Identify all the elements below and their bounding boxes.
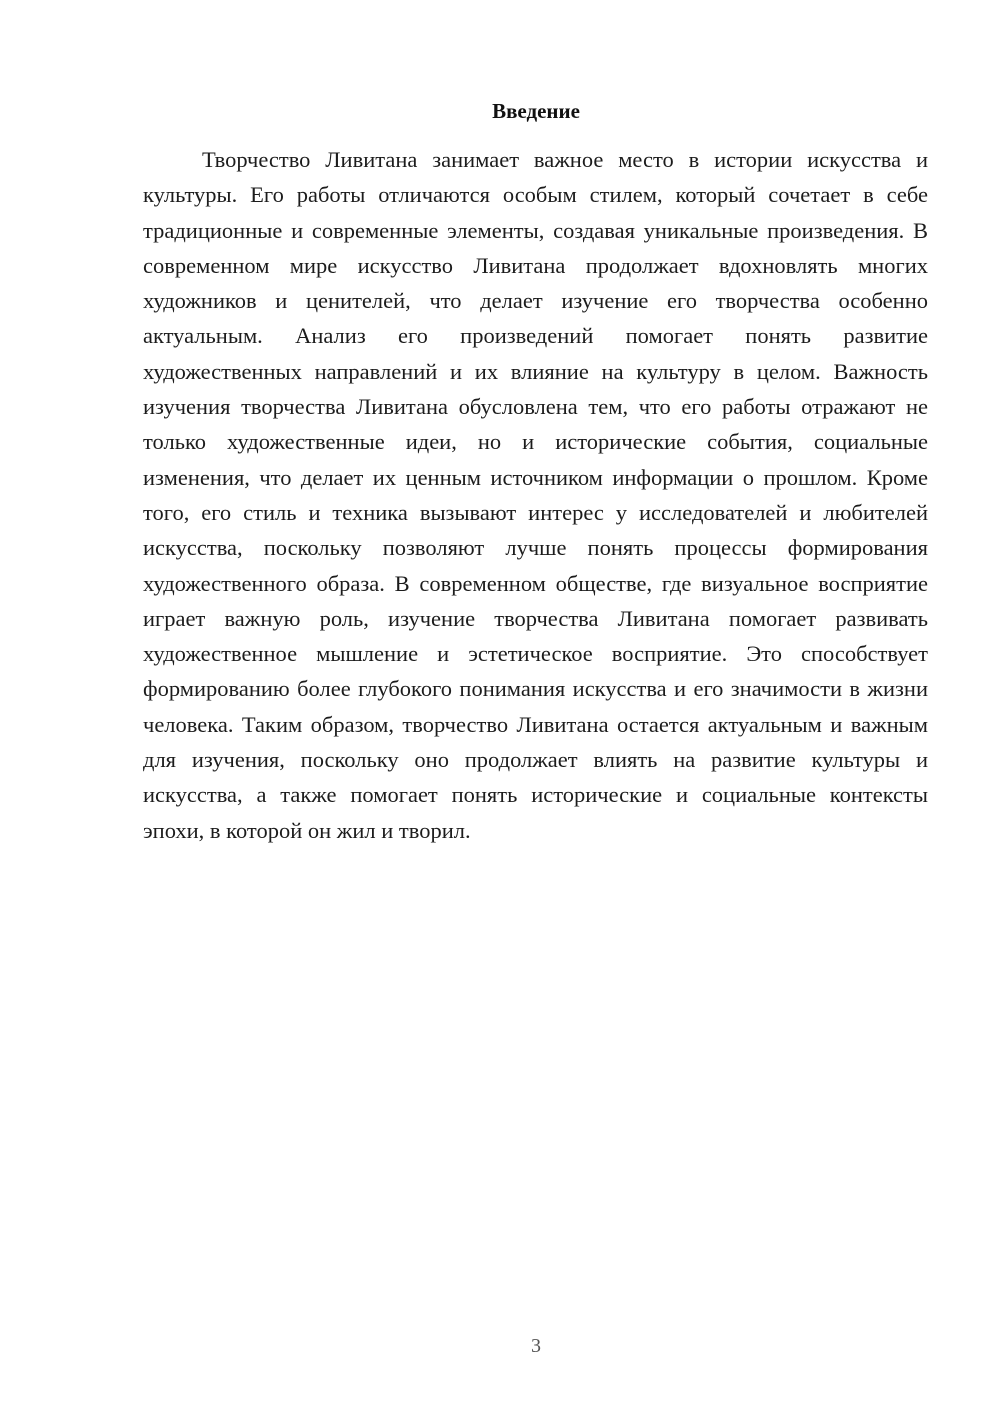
body-paragraph: Творчество Ливитана занимает важное место в истории искусства и культуры. Его работы отличаются особым стилем, который сочетает в себе традиционные и современные элементы, создавая уникальные произведения. В современном мире искусство Ливитана продолжает вдохновлять многих художников и ценителей, что делает изучение его творчества особенно актуальным. Анализ его произведений помогает понять развитие художественных направлений и их влияние на культуру в целом. Важность изучения творчества Ливитана обусловлена тем, что его работы отражают не только художественные идеи, но и исторические события, социальные изменения, что делает их ценным источником информации о прошлом. Кроме того, его стиль и техника вызывают интерес у исследователей и любителей искусства, поскольку позволяют лучше понять процессы формирования художественного образа. В современном обществе, где визуальное восприятие играет важную роль, изучение творчества Ливитана помогает развивать художественное мышление и эстетическое восприятие. Это способствует формированию более глубокого понимания искусства и его значимости в жизни человека. Таким образом, творчество Ливитана остается актуальным и важным для изучения, поскольку оно продолжает влиять на развитие культуры и искусства, а также помогает понять исторические и социальные контексты эпохи, в которой он жил и творил.	[143, 147, 928, 843]
page-title: Введение	[492, 99, 580, 123]
page-number: 3	[531, 1335, 541, 1357]
